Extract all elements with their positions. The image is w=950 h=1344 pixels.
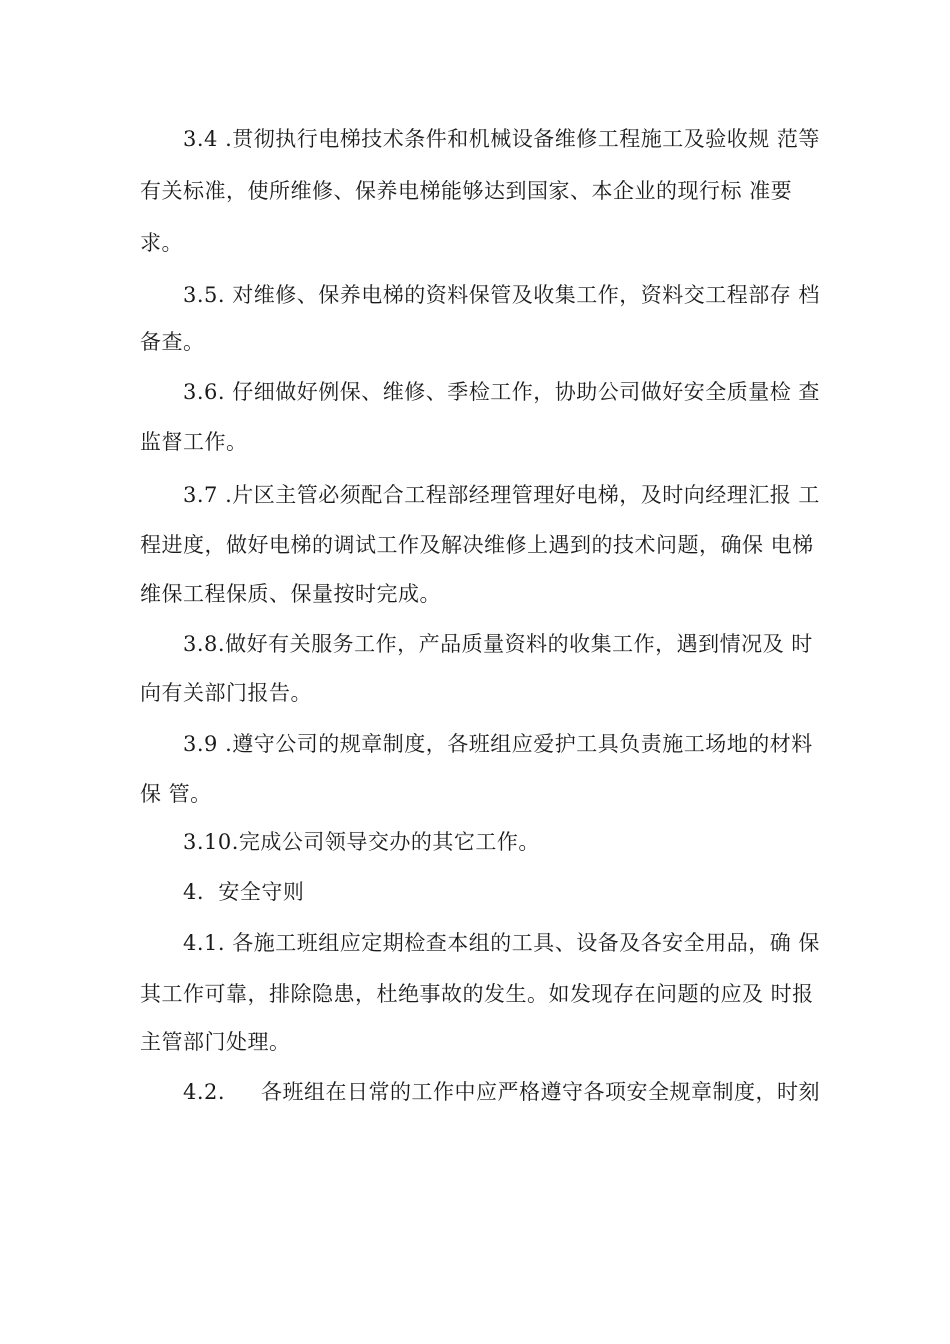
paragraph-3-9-line-1: 3.9 .遵守公司的规章制度，各班组应爱护工具负责施工场地的材料	[183, 732, 813, 756]
paragraph-3-7-line-1: 3.7 .片区主管必须配合工程部经理管理好电梯，及时向经理汇报 工	[183, 483, 820, 507]
paragraph-3-4-line-1: 3.4 .贯彻执行电梯技术条件和机械设备维修工程施工及验收规 范等	[183, 127, 820, 151]
paragraph-3-6-line-1: 3.6. 仔细做好例保、维修、季检工作，协助公司做好安全质量检 查	[183, 380, 820, 404]
paragraph-3-8-line-2: 向有关部门报告。	[140, 681, 312, 705]
paragraph-3-5-line-1: 3.5. 对维修、保养电梯的资料保管及收集工作，资料交工程部存 档	[183, 283, 820, 307]
paragraph-3-9-line-2: 保 管。	[140, 782, 212, 806]
section-4-heading: 4. 安全守则	[183, 880, 305, 904]
paragraph-3-7-line-2: 程进度，做好电梯的调试工作及解决维修上遇到的技术问题，确保 电梯	[140, 533, 814, 557]
paragraph-3-5-line-2: 备查。	[140, 330, 205, 354]
paragraph-4-1-line-3: 主管部门处理。	[140, 1030, 291, 1054]
paragraph-4-2-line-1: 4.2. 各班组在日常的工作中应严格遵守各项安全规章制度，时刻	[183, 1080, 820, 1104]
paragraph-3-4-line-2: 有关标准，使所维修、保养电梯能够达到国家、本企业的现行标 准要	[140, 179, 793, 203]
paragraph-3-7-line-3: 维保工程保质、保量按时完成。	[140, 582, 441, 606]
paragraph-3-8-line-1: 3.8.做好有关服务工作，产品质量资料的收集工作，遇到情况及 时	[183, 632, 813, 656]
paragraph-3-4-line-3: 求。	[140, 231, 183, 255]
paragraph-4-1-line-2: 其工作可靠，排除隐患，杜绝事故的发生。如发现存在问题的应及 时报	[140, 982, 814, 1006]
paragraph-3-10: 3.10.完成公司领导交办的其它工作。	[183, 830, 540, 854]
paragraph-4-1-line-1: 4.1. 各施工班组应定期检查本组的工具、设备及各安全用品，确 保	[183, 931, 820, 955]
paragraph-3-6-line-2: 监督工作。	[140, 430, 248, 454]
